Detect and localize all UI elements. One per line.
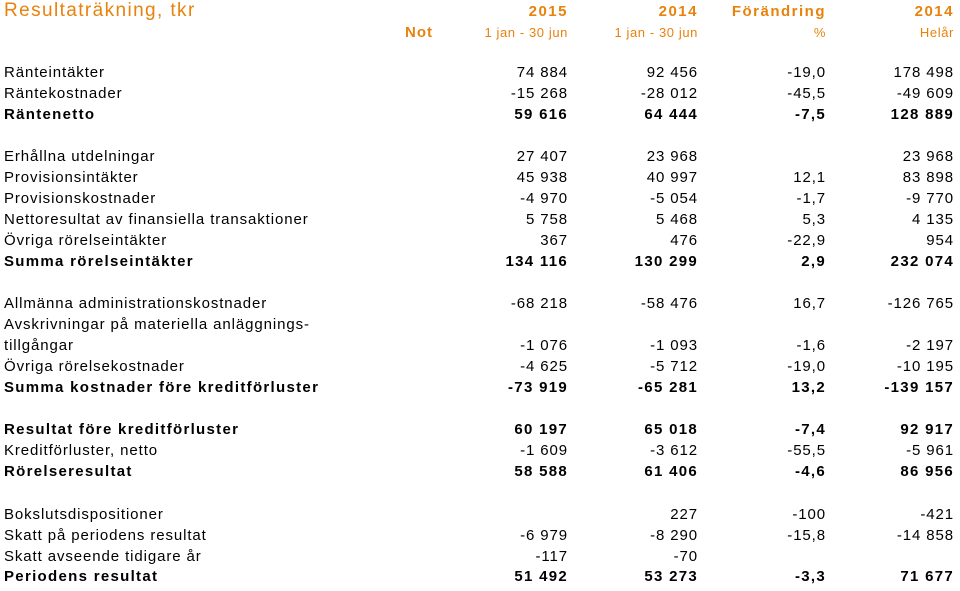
subtotal-row (0, 421, 960, 442)
value-2015: 74 884 (516, 64, 568, 81)
row-label: Skatt på periodens resultat (4, 527, 207, 544)
table-row (0, 527, 960, 548)
value-2014: 23 968 (646, 148, 698, 165)
value-2015: 60 197 (514, 421, 568, 438)
value-2014: 5 468 (655, 211, 698, 228)
value-2015: 59 616 (514, 106, 568, 123)
value-full-year: 86 956 (900, 463, 954, 480)
col1-period: 1 jan - 30 jun (484, 25, 568, 40)
row-label: Summa rörelseintäkter (4, 253, 194, 270)
table-row (0, 85, 960, 106)
value-full-year: 128 889 (890, 106, 954, 123)
value-full-year: 23 968 (902, 148, 954, 165)
row-label-line1: Avskrivningar på materiella anläggnings- (4, 316, 310, 333)
table-row (0, 295, 960, 316)
table-row (0, 358, 960, 379)
col1-year: 2015 (528, 3, 568, 20)
value-2014: 53 273 (644, 568, 698, 585)
row-label: Ränteintäkter (4, 64, 105, 81)
value-2014: -8 290 (650, 527, 698, 544)
value-2014: 227 (670, 506, 698, 523)
value-2014: -5 712 (650, 358, 698, 375)
col3-title: Förändring (731, 3, 826, 20)
value-full-year: 83 898 (902, 169, 954, 186)
row-label: Räntekostnader (4, 85, 123, 102)
value-change: -7,4 (794, 421, 826, 438)
value-change: 13,2 (791, 379, 826, 396)
value-full-year: -10 195 (896, 358, 954, 375)
value-change: -15,8 (787, 527, 826, 544)
value-change: -4,6 (794, 463, 826, 480)
table-row (0, 548, 960, 569)
col4-year: 2014 (914, 3, 954, 20)
value-full-year: 71 677 (900, 568, 954, 585)
value-change: -22,9 (787, 232, 826, 249)
value-2014: -65 281 (638, 379, 698, 396)
col2-year: 2014 (658, 3, 698, 20)
value-change: 12,1 (793, 169, 826, 186)
value-2014: -28 012 (640, 85, 698, 102)
row-label: Räntenetto (4, 106, 96, 123)
value-change: -19,0 (787, 358, 826, 375)
value-2015: -4 625 (520, 358, 568, 375)
value-2014: -70 (673, 548, 698, 565)
table-row (0, 211, 960, 232)
table-row (0, 190, 960, 211)
col2-period: 1 jan - 30 jun (614, 25, 698, 40)
row-label: Summa kostnader före kreditförluster (4, 379, 320, 396)
value-full-year: -49 609 (896, 85, 954, 102)
value-2014: -5 054 (650, 190, 698, 207)
row-label: Övriga rörelsekostnader (4, 358, 185, 375)
value-full-year: 178 498 (893, 64, 954, 81)
row-label: Rörelseresultat (4, 463, 133, 480)
table-header (0, 0, 960, 46)
value-full-year: -14 858 (896, 527, 954, 544)
subtotal-row (0, 106, 960, 127)
value-2015: 5 758 (525, 211, 568, 228)
value-2015: -1 609 (520, 442, 568, 459)
value-change: -45,5 (787, 85, 826, 102)
value-full-year: 4 135 (911, 211, 954, 228)
value-2015: -68 218 (510, 295, 568, 312)
value-change: -19,0 (787, 64, 826, 81)
row-label: Bokslutsdispositioner (4, 506, 164, 523)
table-row (0, 316, 960, 358)
value-full-year: -5 961 (906, 442, 954, 459)
subtotal-row (0, 379, 960, 400)
row-label: Allmänna administrationskostnader (4, 295, 268, 312)
value-change: -3,3 (794, 568, 826, 585)
subtotal-row (0, 253, 960, 274)
value-full-year: 954 (926, 232, 954, 249)
table-row (0, 506, 960, 527)
table-row (0, 169, 960, 190)
value-2014: -3 612 (650, 442, 698, 459)
value-full-year: 232 074 (890, 253, 954, 270)
value-full-year: -139 157 (884, 379, 954, 396)
value-2014: -1 093 (650, 337, 698, 354)
value-full-year: -421 (920, 506, 954, 523)
subtotal-row (0, 463, 960, 484)
col3-unit: % (813, 25, 826, 40)
row-label: Kreditförluster, netto (4, 442, 159, 459)
not-column-label: Not (405, 24, 433, 41)
row-label: tillgångar (4, 337, 74, 354)
subtotal-row (0, 568, 960, 589)
value-2014: 130 299 (634, 253, 698, 270)
value-2014: 476 (670, 232, 698, 249)
col4-period: Helår (919, 25, 954, 40)
row-label: Provisionskostnader (4, 190, 157, 207)
value-full-year: -9 770 (906, 190, 954, 207)
table-row (0, 442, 960, 463)
value-2015: -1 076 (520, 337, 568, 354)
value-change: -1,6 (796, 337, 826, 354)
table-row (0, 232, 960, 253)
value-change: -7,5 (794, 106, 826, 123)
value-2015: -73 919 (508, 379, 568, 396)
row-label: Erhållna utdelningar (4, 148, 156, 165)
row-label: Resultat före kreditförluster (4, 421, 240, 438)
value-2015: 27 407 (516, 148, 568, 165)
value-2014: -58 476 (640, 295, 698, 312)
value-2015: 51 492 (514, 568, 568, 585)
value-2015: -4 970 (520, 190, 568, 207)
value-change: 2,9 (801, 253, 826, 270)
value-2015: 58 588 (514, 463, 568, 480)
value-change: -1,7 (796, 190, 826, 207)
value-2014: 92 456 (646, 64, 698, 81)
value-full-year: -2 197 (906, 337, 954, 354)
value-2014: 40 997 (646, 169, 698, 186)
value-2014: 61 406 (644, 463, 698, 480)
value-2015: 134 116 (505, 253, 568, 270)
table-row (0, 148, 960, 169)
value-change: 16,7 (793, 295, 826, 312)
value-full-year: 92 917 (900, 421, 954, 438)
value-change: 5,3 (802, 211, 826, 228)
value-change: -55,5 (787, 442, 826, 459)
value-2015: -117 (535, 548, 568, 565)
value-2015: 367 (540, 232, 568, 249)
value-change: -100 (792, 506, 826, 523)
value-full-year: -126 765 (887, 295, 954, 312)
value-2015: 45 938 (516, 169, 568, 186)
table-row (0, 64, 960, 85)
row-label: Nettoresultat av finansiella transaktioner (4, 211, 309, 228)
value-2015: -15 268 (510, 85, 568, 102)
value-2015: -6 979 (520, 527, 568, 544)
row-label: Periodens resultat (4, 568, 159, 585)
row-label: Skatt avseende tidigare år (4, 548, 202, 565)
page-title: Resultaträkning, tkr (4, 0, 196, 21)
value-2014: 65 018 (644, 421, 698, 438)
row-label: Provisionsintäkter (4, 169, 139, 186)
value-2014: 64 444 (644, 106, 698, 123)
row-label: Övriga rörelseintäkter (4, 232, 168, 249)
